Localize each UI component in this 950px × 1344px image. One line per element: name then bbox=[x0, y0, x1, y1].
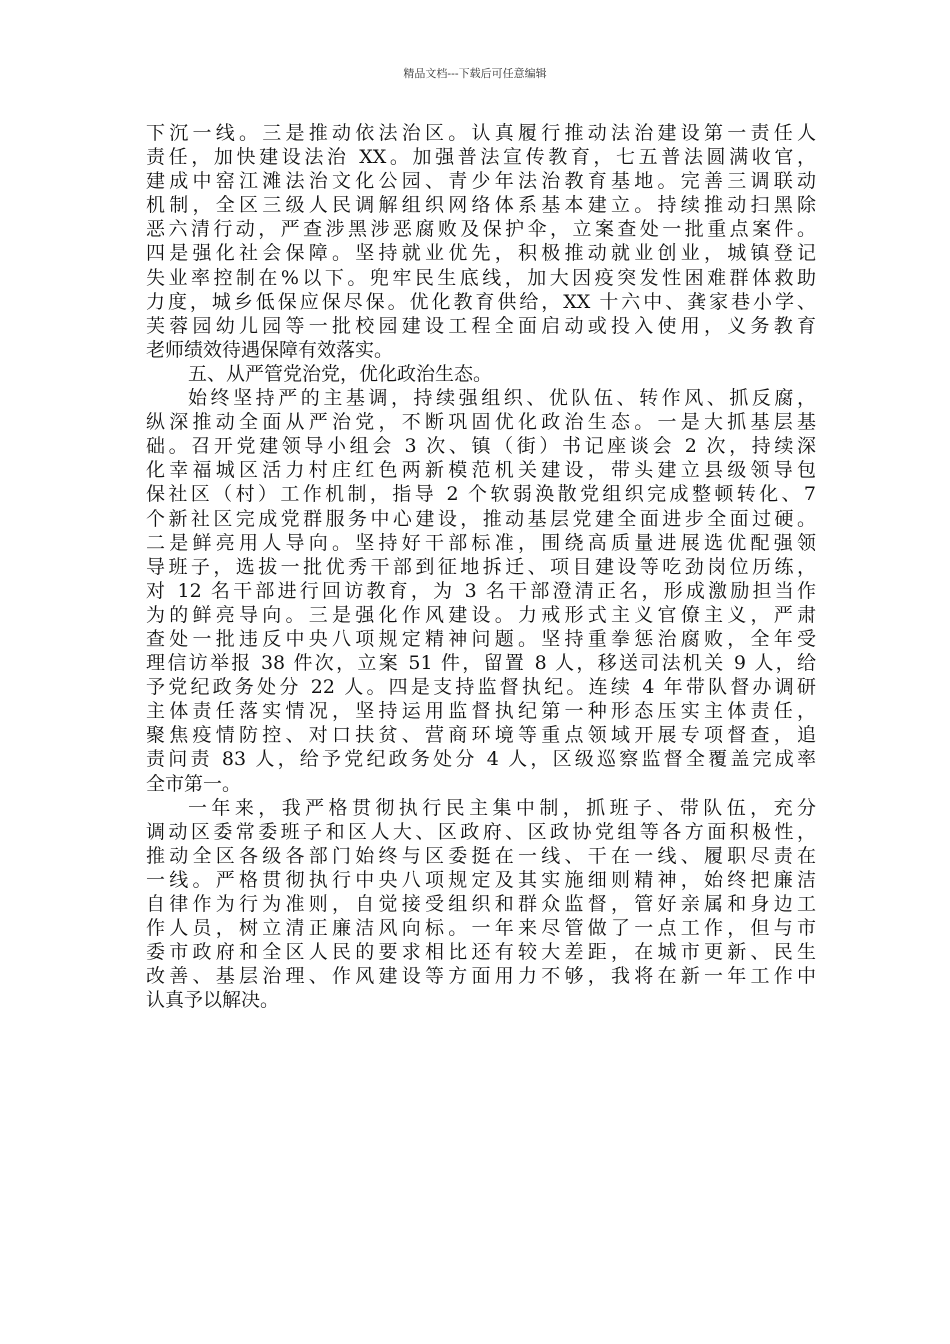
text-line: 查处一批违反中央八项规定精神问题。坚持重拳惩治腐败，全年受 bbox=[146, 627, 816, 650]
paragraph bbox=[146, 386, 816, 796]
text-line: 础。召开党建领导小组会 3 次、镇（街）书记座谈会 2 次，持续深 bbox=[146, 435, 816, 458]
text-line: 认真予以解决。 bbox=[146, 989, 280, 1012]
paragraph bbox=[146, 796, 816, 1013]
text-line: 委市政府和全区人民的要求相比还有较大差距，在城市更新、民生 bbox=[146, 941, 816, 964]
text-line: 老师绩效待遇保障有效落实。 bbox=[146, 338, 394, 361]
text-line: 化幸福城区活力村庄红色两新模范机关建设，带头建立县级领导包 bbox=[146, 459, 816, 482]
document-body bbox=[146, 121, 816, 1012]
text-line: 责任，加快建设法治 XX。加强普法宣传教育，七五普法圆满收官， bbox=[146, 146, 816, 169]
text-line: 五、从严管党治党，优化政治生态。 bbox=[188, 362, 493, 385]
text-line: 力度，城乡低保应保尽保。优化教育供给，XX 十六中、龚家巷小学、 bbox=[146, 290, 816, 313]
paragraph bbox=[146, 362, 816, 386]
text-line: 保社区（村）工作机制，指导 2 个软弱涣散党组织完成整顿转化、7 bbox=[146, 483, 816, 506]
text-line: 为的鲜亮导向。三是强化作风建设。力戒形式主义官僚主义，严肃 bbox=[146, 603, 816, 626]
text-line: 主体责任落实情况，坚持运用监督执纪第一种形态压实主体责任， bbox=[146, 700, 816, 723]
text-line: 纵深推动全面从严治党，不断巩固优化政治生态。一是大抓基层基 bbox=[146, 411, 816, 434]
text-line: 理信访举报 38 件次，立案 51 件，留置 8 人，移送司法机关 9 人，给 bbox=[146, 652, 816, 675]
text-line: 始终坚持严的主基调，持续强组织、优队伍、转作风、抓反腐， bbox=[188, 387, 816, 410]
text-line: 个新社区完成党群服务中心建设，推动基层党建全面进步全面过硬。 bbox=[146, 507, 816, 530]
text-line: 责问责 83 人，给予党纪政务处分 4 人，区级巡察监督全覆盖完成率 bbox=[146, 748, 816, 771]
text-line: 机制，全区三级人民调解组织网络体系基本建立。持续推动扫黑除 bbox=[146, 194, 816, 217]
text-line: 恶六清行动，严查涉黑涉恶腐败及保护伞，立案查处一批重点案件。 bbox=[146, 218, 816, 241]
text-line: 导班子，选拔一批优秀干部到征地拆迁、项目建设等吃劲岗位历练， bbox=[146, 555, 816, 578]
text-line: 失业率控制在%以下。兜牢民生底线，加大因疫突发性困难群体救助 bbox=[146, 266, 816, 289]
text-line: 推动全区各级各部门始终与区委挺在一线、干在一线、履职尽责在 bbox=[146, 844, 816, 867]
text-line: 聚焦疫情防控、对口扶贫、营商环境等重点领域开展专项督查，追 bbox=[146, 724, 816, 747]
page-header: 精品文档---下载后可任意编辑 bbox=[403, 67, 547, 80]
text-line: 四是强化社会保障。坚持就业优先，积极推动就业创业，城镇登记 bbox=[146, 242, 816, 265]
text-line: 自律作为行为准则，自觉接受组织和群众监督，管好亲属和身边工 bbox=[146, 893, 816, 915]
text-line: 调动区委常委班子和区人大、区政府、区政协党组等各方面积极性， bbox=[146, 820, 816, 843]
text-line: 全市第一。 bbox=[146, 772, 242, 795]
text-line: 予党纪政务处分 22 人。四是支持监督执纪。连续 4 年带队督办调研 bbox=[146, 676, 816, 699]
paragraph bbox=[146, 121, 816, 362]
text-line: 对 12 名干部进行回访教育，为 3 名干部澄清正名，形成激励担当作 bbox=[146, 579, 816, 602]
text-line: 芙蓉园幼儿园等一批校园建设工程全面启动或投入使用，义务教育 bbox=[146, 314, 816, 337]
text-line: 改善、基层治理、作风建设等方面用力不够，我将在新一年工作中 bbox=[146, 965, 816, 988]
text-line: 一年来，我严格贯彻执行民主集中制，抓班子、带队伍，充分 bbox=[188, 796, 816, 819]
text-line: 下沉一线。三是推动依法治区。认真履行推动法治建设第一责任人 bbox=[146, 122, 816, 144]
text-line: 二是鲜亮用人导向。坚持好干部标准，围绕高质量进展选优配强领 bbox=[146, 531, 816, 554]
text-line: 作人员，树立清正廉洁风向标。一年来尽管做了一点工作，但与市 bbox=[146, 917, 816, 940]
text-line: 一线。严格贯彻执行中央八项规定及其实施细则精神，始终把廉洁 bbox=[146, 868, 816, 891]
text-line: 建成中窑江滩法治文化公园、青少年法治教育基地。完善三调联动 bbox=[146, 170, 816, 193]
